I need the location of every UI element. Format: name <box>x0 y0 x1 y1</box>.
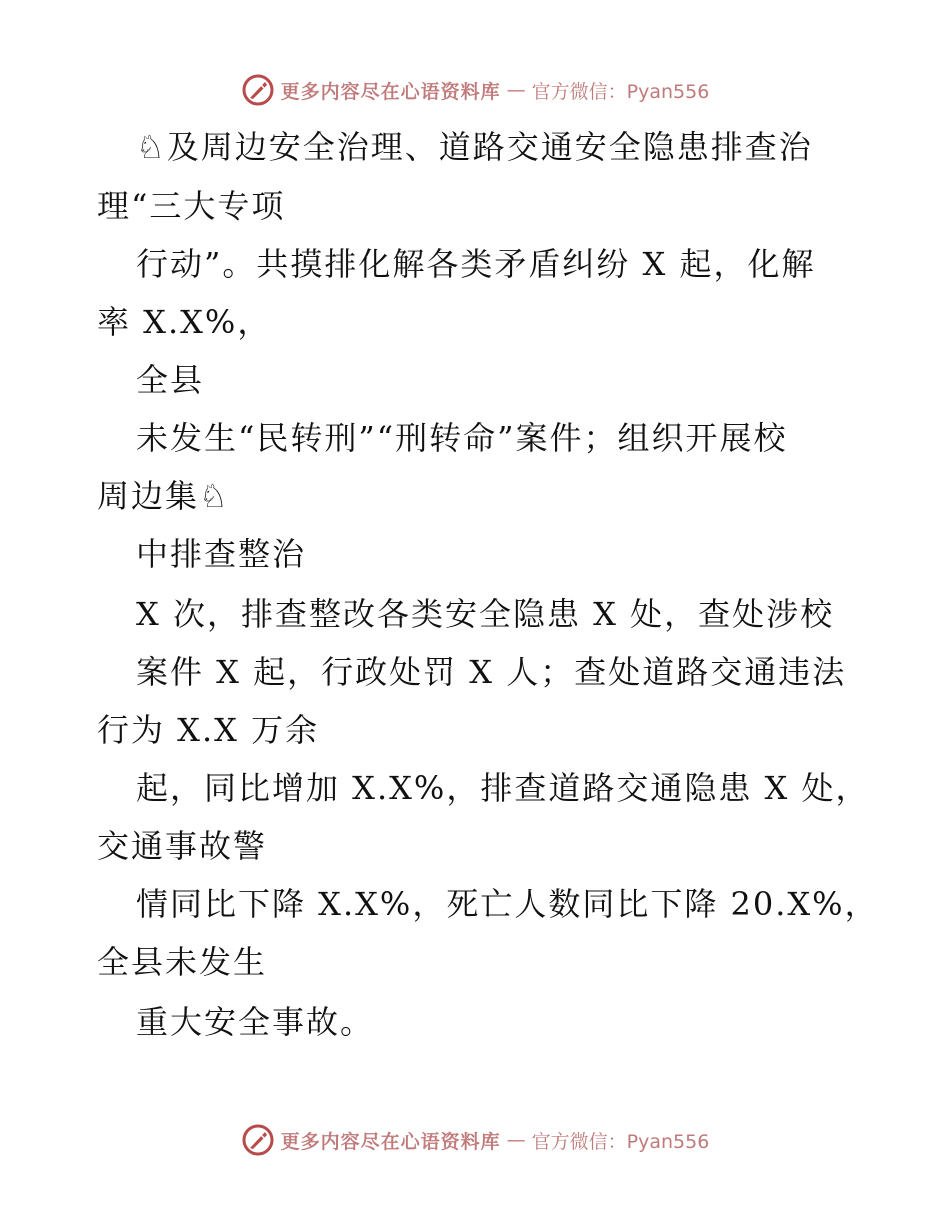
body-line: 中排查整治 <box>136 535 307 573</box>
body-line: 情同比下降 X.X%，死亡人数同比下降 20.X%， <box>136 885 879 923</box>
body-line: 未发生“民转刑”“刑转命”案件；组织开展校 <box>136 419 788 457</box>
feather-pen-logo-icon <box>241 1123 275 1157</box>
body-line: 行为 X.X 万余 <box>97 711 320 749</box>
feather-pen-logo-icon <box>241 73 275 107</box>
body-line: 案件 X 起，行政处罚 X 人；查处道路交通违法 <box>136 653 847 691</box>
body-line: X 次，排查整改各类安全隐患 X 处，查处涉校 <box>136 595 835 633</box>
watermark-wechat-text: 官方微信：Pyan556 <box>531 80 710 103</box>
body-line: ♘及周边安全治理、道路交通安全隐患排查治 <box>136 128 813 166</box>
body-line: 重大安全事故。 <box>136 1003 375 1041</box>
header-watermark <box>0 70 950 110</box>
body-line: 率 X.X%， <box>97 303 272 341</box>
body-line: 行动”。共摸排化解各类矛盾纠纷 X 起，化解 <box>136 245 816 283</box>
watermark-main-text: 更多内容尽在心语资料库 <box>280 80 501 103</box>
watermark-wechat-text: 官方微信：Pyan556 <box>531 1130 710 1153</box>
body-line: 理“三大专项 <box>97 187 286 225</box>
body-line: 全县 <box>136 361 205 399</box>
watermark-dash: — <box>506 79 526 101</box>
body-line: 交通事故警 <box>97 827 268 865</box>
body-line: 起，同比增加 X.X%，排查道路交通隐患 X 处， <box>136 769 870 807</box>
watermark-dash: — <box>506 1129 526 1151</box>
watermark-main-text: 更多内容尽在心语资料库 <box>280 1130 501 1153</box>
body-line: 全县未发生 <box>97 943 268 981</box>
body-line: 周边集♘ <box>97 477 230 515</box>
footer-watermark <box>0 1120 950 1160</box>
